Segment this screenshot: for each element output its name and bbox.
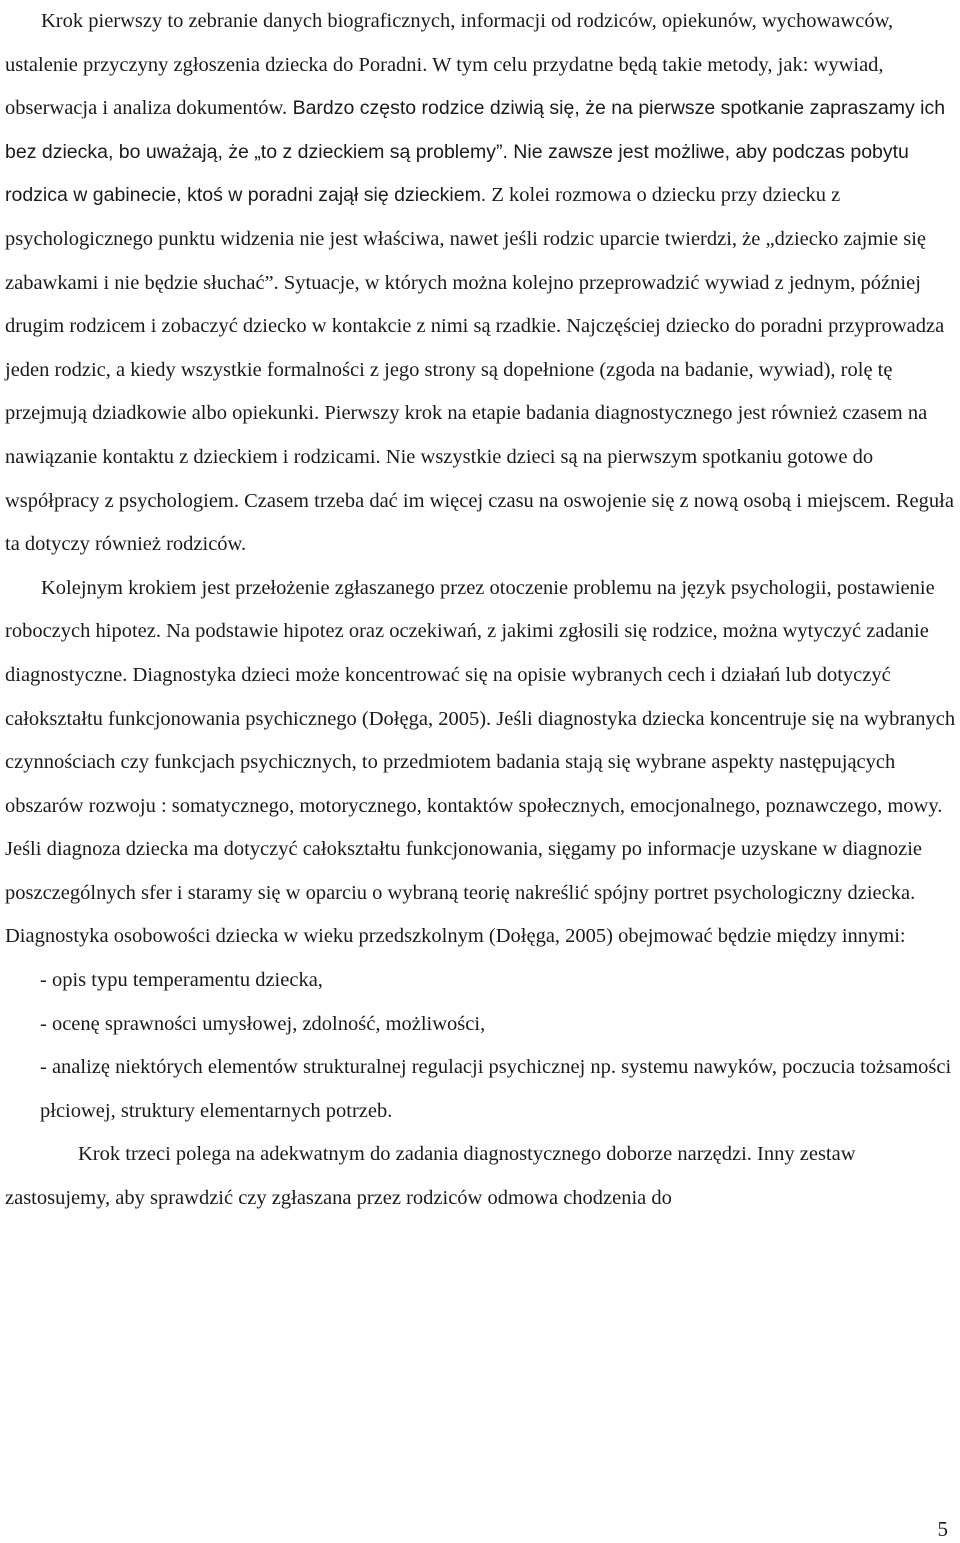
- paragraph-2: Kolejnym krokiem jest przełożenie zgłaszanego przez otoczenie problemu na język psychologii, postawienie roboczych hipotez. Na podstawie hipotez oraz oczekiwań, z jakimi zgłosili się rodzice, można wytyczyć zadanie diagnostyczne. Diagnostyka dzieci może koncentrować się na opisie wybranych cech i działań lub dotyczyć całokształtu funkcjonowania psychicznego (Dołęga, 2005). Jeśli diagnostyka dziecka koncentruje się na wybranych czynnościach czy funkcjach psychicznych, to przedmiotem badania stają się wybrane aspekty następujących obszarów rozwoju : somatycznego, motorycznego, kontaktów społecznych, emocjonalnego, poznawczego, mowy. Jeśli diagnoza dziecka ma dotyczyć całokształtu funkcjonowania, sięgamy po informacje uzyskane w diagnozie poszczególnych sfer i staramy się w oparciu o wybraną teorię nakreślić spójny portret psychologiczny dziecka. Diagnostyka osobowości dziecka w wieku przedszkolnym (Dołęga, 2005) obejmować będzie między innymi:: [5, 576, 956, 948]
- body-text: [5, 0, 959, 1221]
- paragraph-1: [5, 0, 959, 567]
- text-run: Z kolei rozmowa o dziecku przy dziecku z psychologicznego punktu widzenia nie jest właściwa, nawet jeśli rodzic uparcie twierdzi, że „dziecko zajmie się zabawkami i nie będzie słuchać”. Sytuacje, w których można kolejno przeprowadzić wywiad z jednym, później drugim rodzicem i zobaczyć dziecko w kontakcie z nimi są rzadkie. Najczęściej dziecko do poradni przyprowadza jeden rodzic, a kiedy wszystkie formalności z jego strony są dopełnione (zgoda na badanie, wywiad), rolę tę przejmują dziadkowie albo opiekunki. Pierwszy krok na etapie badania diagnostycznego jest również czasem na nawiązanie kontaktu z dzieckiem i rodzicami. Nie wszystkie dzieci są na pierwszym spotkaniu gotowe do współpracy z psychologiem. Czasem trzeba dać im więcej czasu na oswojenie się z nową osobą i miejscem. Reguła ta dotyczy również rodziców.: [5, 184, 954, 556]
- text-run-sans: Bardzo często rodzice dziwią się, że na pierwsze spotkanie zapraszamy ich bez dziecka, bo uważają, że „to z dzieckiem są problemy”. Nie zawsze jest możliwe, aby podczas pobytu rodzica w gabinecie, ktoś w poradni zajął się dzieckiem.: [5, 97, 946, 207]
- list-item: - opis typu temperamentu dziecka,: [40, 969, 323, 992]
- page-number: 5: [937, 1517, 948, 1541]
- text-run: Krok pierwszy to zebranie danych biograficznych, informacji od rodziców, opiekunów, wychowawców, ustalenie przyczyny zgłoszenia dziecka do Poradni. W tym celu przydatne będą takie metody, jak: wywiad, obserwacja i analiza dokumentów.: [5, 10, 894, 120]
- list-item: - analizę niektórych elementów strukturalnej regulacji psychicznej np. systemu nawyków, poczucia tożsamości płciowej, struktury elementarnych potrzeb.: [40, 1056, 952, 1122]
- list-item: - ocenę sprawności umysłowej, zdolność, możliwości,: [40, 1012, 486, 1035]
- paragraph-3: Krok trzeci polega na adekwatnym do zadania diagnostycznego doborze narzędzi. Inny zestaw zastosujemy, aby sprawdzić czy zgłaszana przez rodziców odmowa chodzenia do: [5, 1143, 856, 1210]
